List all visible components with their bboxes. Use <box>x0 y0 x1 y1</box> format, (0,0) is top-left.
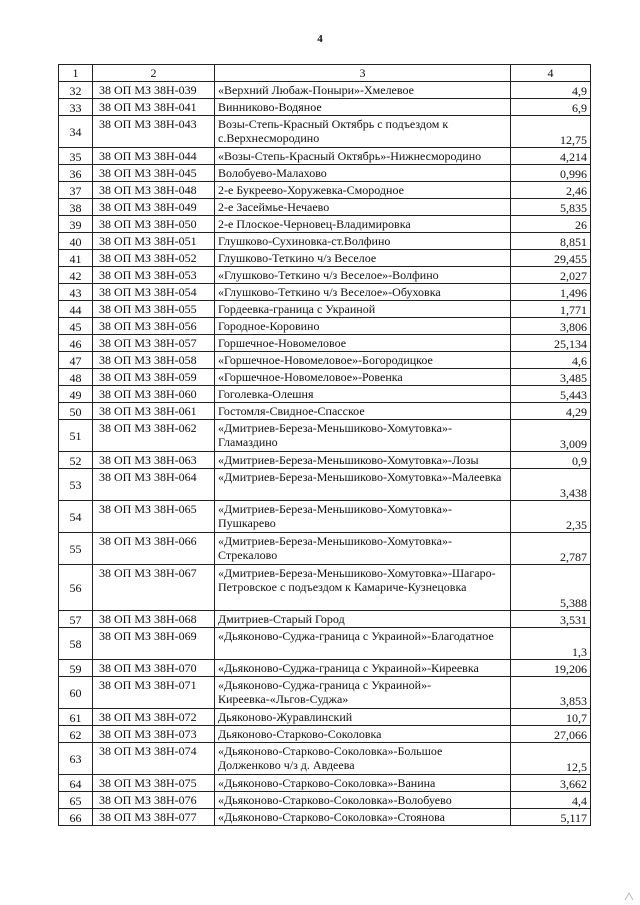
road-name: Глушково-Сухиновка-ст.Волфино <box>215 233 511 250</box>
road-name: Возы-Степь-Красный Октябрь с подъездом к с.Верхнесмородино <box>215 116 511 148</box>
road-length: 1,771 <box>511 301 591 318</box>
table-body <box>59 82 591 826</box>
road-length: 25,134 <box>511 335 591 352</box>
road-id: 38 ОП МЗ 38Н-059 <box>93 369 215 386</box>
road-name: Гостомля-Свидное-Спасское <box>215 403 511 420</box>
road-id: 38 ОП МЗ 38Н-043 <box>93 116 215 148</box>
row-number: 45 <box>59 318 93 335</box>
table-row <box>59 116 591 148</box>
road-name: «Дьяконово-Старково-Соколовка»-Волобуево <box>215 792 511 809</box>
road-id: 38 ОП МЗ 38Н-074 <box>93 743 215 775</box>
road-length: 5,388 <box>511 565 591 611</box>
header-col-4: 4 <box>511 65 591 82</box>
table-row <box>59 318 591 335</box>
road-id: 38 ОП МЗ 38Н-048 <box>93 182 215 199</box>
road-name: «Дмитриев-Береза-Меньшиково-Хомутовка»-Лозы <box>215 452 511 469</box>
road-length: 2,35 <box>511 501 591 533</box>
road-name: Винниково-Водяное <box>215 99 511 116</box>
road-name: «Дьяконово-Суджа-граница с Украиной»-Киреевка <box>215 660 511 677</box>
road-length: 0,9 <box>511 452 591 469</box>
road-id: 38 ОП МЗ 38Н-054 <box>93 284 215 301</box>
road-length: 4,9 <box>511 82 591 99</box>
road-length: 10,7 <box>511 709 591 726</box>
table-row <box>59 775 591 792</box>
road-name: «Дьяконово-Суджа-граница с Украиной»-Киреевка-«Льгов-Суджа» <box>215 677 511 709</box>
road-id: 38 ОП МЗ 38Н-069 <box>93 628 215 660</box>
road-length: 12,5 <box>511 743 591 775</box>
road-id: 38 ОП МЗ 38Н-077 <box>93 809 215 826</box>
road-name: «Дмитриев-Береза-Меньшиково-Хомутовка»-Шагаро-Петровское с подъездом к Камариче-Кузнецовка <box>215 565 511 611</box>
road-name: «Дмитриев-Береза-Меньшиково-Хомутовка»-Стрекалово <box>215 533 511 565</box>
header-col-1: 1 <box>59 65 93 82</box>
scan-mark-icon <box>624 891 634 901</box>
row-number: 65 <box>59 792 93 809</box>
row-number: 37 <box>59 182 93 199</box>
table-row <box>59 792 591 809</box>
road-id: 38 ОП МЗ 38Н-057 <box>93 335 215 352</box>
row-number: 35 <box>59 148 93 165</box>
road-name: «Верхний Любаж-Поныри»-Хмелевое <box>215 82 511 99</box>
road-id: 38 ОП МЗ 38Н-045 <box>93 165 215 182</box>
table-row <box>59 677 591 709</box>
table-row <box>59 709 591 726</box>
road-length: 8,851 <box>511 233 591 250</box>
table-row <box>59 216 591 233</box>
road-name: «Дмитриев-Береза-Меньшиково-Хомутовка»-Пушкарево <box>215 501 511 533</box>
road-length: 3,806 <box>511 318 591 335</box>
road-length: 3,438 <box>511 469 591 501</box>
table-row <box>59 743 591 775</box>
table-row <box>59 301 591 318</box>
table-row <box>59 82 591 99</box>
row-number: 43 <box>59 284 93 301</box>
road-name: Глушково-Теткино ч/з Веселое <box>215 250 511 267</box>
road-name: 2-е Засеймье-Нечаево <box>215 199 511 216</box>
road-id: 38 ОП МЗ 38Н-073 <box>93 726 215 743</box>
table-row <box>59 335 591 352</box>
row-number: 63 <box>59 743 93 775</box>
row-number: 42 <box>59 267 93 284</box>
road-length: 5,443 <box>511 386 591 403</box>
table-row <box>59 809 591 826</box>
table-row <box>59 611 591 628</box>
road-length: 26 <box>511 216 591 233</box>
table-row <box>59 165 591 182</box>
row-number: 59 <box>59 660 93 677</box>
road-name: Дьяконово-Старково-Соколовка <box>215 726 511 743</box>
road-name: 2-е Плоское-Черновец-Владимировка <box>215 216 511 233</box>
road-length: 27,066 <box>511 726 591 743</box>
road-length: 3,485 <box>511 369 591 386</box>
road-id: 38 ОП МЗ 38Н-068 <box>93 611 215 628</box>
road-length: 3,662 <box>511 775 591 792</box>
roads-table <box>58 64 591 826</box>
table-row <box>59 148 591 165</box>
road-length: 29,455 <box>511 250 591 267</box>
row-number: 51 <box>59 420 93 452</box>
road-id: 38 ОП МЗ 38Н-067 <box>93 565 215 611</box>
row-number: 41 <box>59 250 93 267</box>
road-id: 38 ОП МЗ 38Н-066 <box>93 533 215 565</box>
table-row <box>59 420 591 452</box>
row-number: 54 <box>59 501 93 533</box>
road-name: «Глушково-Теткино ч/з Веселое»-Волфино <box>215 267 511 284</box>
table-row <box>59 233 591 250</box>
table-row <box>59 452 591 469</box>
road-length: 1,496 <box>511 284 591 301</box>
table-row <box>59 182 591 199</box>
row-number: 33 <box>59 99 93 116</box>
row-number: 36 <box>59 165 93 182</box>
table-row <box>59 660 591 677</box>
road-length: 5,117 <box>511 809 591 826</box>
road-name: «Дьяконово-Суджа-граница с Украиной»-Благодатное <box>215 628 511 660</box>
row-number: 53 <box>59 469 93 501</box>
row-number: 34 <box>59 116 93 148</box>
road-length: 2,027 <box>511 267 591 284</box>
road-id: 38 ОП МЗ 38Н-055 <box>93 301 215 318</box>
road-id: 38 ОП МЗ 38Н-051 <box>93 233 215 250</box>
table-row <box>59 250 591 267</box>
road-id: 38 ОП МЗ 38Н-076 <box>93 792 215 809</box>
row-number: 48 <box>59 369 93 386</box>
road-name: «Дьяконово-Старково-Соколовка»-Ванина <box>215 775 511 792</box>
row-number: 55 <box>59 533 93 565</box>
table-row <box>59 533 591 565</box>
row-number: 60 <box>59 677 93 709</box>
road-name: Гоголевка-Олешня <box>215 386 511 403</box>
road-length: 0,996 <box>511 165 591 182</box>
road-length: 1,3 <box>511 628 591 660</box>
table-row <box>59 469 591 501</box>
road-length: 3,009 <box>511 420 591 452</box>
road-id: 38 ОП МЗ 38Н-064 <box>93 469 215 501</box>
row-number: 58 <box>59 628 93 660</box>
road-name: Городное-Коровино <box>215 318 511 335</box>
row-number: 64 <box>59 775 93 792</box>
table-row <box>59 628 591 660</box>
row-number: 56 <box>59 565 93 611</box>
row-number: 52 <box>59 452 93 469</box>
road-id: 38 ОП МЗ 38Н-056 <box>93 318 215 335</box>
table-row <box>59 501 591 533</box>
road-name: «Дьяконово-Старково-Соколовка»-Стоянова <box>215 809 511 826</box>
row-number: 39 <box>59 216 93 233</box>
road-name: «Горшечное-Новомеловое»-Ровенка <box>215 369 511 386</box>
road-length: 19,206 <box>511 660 591 677</box>
road-name: «Дьяконово-Старково-Соколовка»-Большое Долженково ч/з д. Авдеева <box>215 743 511 775</box>
table-header <box>59 65 591 82</box>
road-id: 38 ОП МЗ 38Н-062 <box>93 420 215 452</box>
road-name: «Дмитриев-Береза-Меньшиково-Хомутовка»-Гламаздино <box>215 420 511 452</box>
header-col-3: 3 <box>215 65 511 82</box>
row-number: 62 <box>59 726 93 743</box>
road-name: Дмитриев-Старый Город <box>215 611 511 628</box>
row-number: 40 <box>59 233 93 250</box>
table-row <box>59 199 591 216</box>
road-id: 38 ОП МЗ 38Н-070 <box>93 660 215 677</box>
page-number: 4 <box>317 33 323 45</box>
table-row <box>59 99 591 116</box>
road-id: 38 ОП МЗ 38Н-053 <box>93 267 215 284</box>
road-id: 38 ОП МЗ 38Н-065 <box>93 501 215 533</box>
road-id: 38 ОП МЗ 38Н-063 <box>93 452 215 469</box>
table-row <box>59 386 591 403</box>
road-id: 38 ОП МЗ 38Н-072 <box>93 709 215 726</box>
table-row <box>59 726 591 743</box>
table-row <box>59 403 591 420</box>
row-number: 46 <box>59 335 93 352</box>
road-name: «Горшечное-Новомеловое»-Богородицкое <box>215 352 511 369</box>
row-number: 32 <box>59 82 93 99</box>
road-length: 4,29 <box>511 403 591 420</box>
road-length: 6,9 <box>511 99 591 116</box>
road-name: Дьяконово-Журавлинский <box>215 709 511 726</box>
road-length: 4,6 <box>511 352 591 369</box>
table-row <box>59 267 591 284</box>
road-length: 5,835 <box>511 199 591 216</box>
road-name: Волобуево-Малахово <box>215 165 511 182</box>
road-name: «Глушково-Теткино ч/з Веселое»-Обуховка <box>215 284 511 301</box>
road-id: 38 ОП МЗ 38Н-049 <box>93 199 215 216</box>
road-id: 38 ОП МЗ 38Н-071 <box>93 677 215 709</box>
road-length: 4,214 <box>511 148 591 165</box>
road-id: 38 ОП МЗ 38Н-058 <box>93 352 215 369</box>
road-name: Гордеевка-граница с Украиной <box>215 301 511 318</box>
table-row <box>59 369 591 386</box>
road-id: 38 ОП МЗ 38Н-041 <box>93 99 215 116</box>
road-id: 38 ОП МЗ 38Н-075 <box>93 775 215 792</box>
row-number: 47 <box>59 352 93 369</box>
road-id: 38 ОП МЗ 38Н-039 <box>93 82 215 99</box>
road-id: 38 ОП МЗ 38Н-061 <box>93 403 215 420</box>
road-length: 2,787 <box>511 533 591 565</box>
road-name: 2-е Букреево-Хоружевка-Смородное <box>215 182 511 199</box>
road-length: 12,75 <box>511 116 591 148</box>
road-length: 4,4 <box>511 792 591 809</box>
row-number: 61 <box>59 709 93 726</box>
road-id: 38 ОП МЗ 38Н-052 <box>93 250 215 267</box>
table-row <box>59 284 591 301</box>
header-col-2: 2 <box>93 65 215 82</box>
table-row <box>59 352 591 369</box>
row-number: 66 <box>59 809 93 826</box>
road-id: 38 ОП МЗ 38Н-044 <box>93 148 215 165</box>
table-row <box>59 565 591 611</box>
row-number: 57 <box>59 611 93 628</box>
road-length: 3,853 <box>511 677 591 709</box>
row-number: 44 <box>59 301 93 318</box>
road-name: «Дмитриев-Береза-Меньшиково-Хомутовка»-Малеевка <box>215 469 511 501</box>
road-name: Горшечное-Новомеловое <box>215 335 511 352</box>
row-number: 38 <box>59 199 93 216</box>
row-number: 50 <box>59 403 93 420</box>
road-length: 2,46 <box>511 182 591 199</box>
road-id: 38 ОП МЗ 38Н-050 <box>93 216 215 233</box>
road-name: «Возы-Степь-Красный Октябрь»-Нижнесмородино <box>215 148 511 165</box>
road-length: 3,531 <box>511 611 591 628</box>
row-number: 49 <box>59 386 93 403</box>
road-id: 38 ОП МЗ 38Н-060 <box>93 386 215 403</box>
